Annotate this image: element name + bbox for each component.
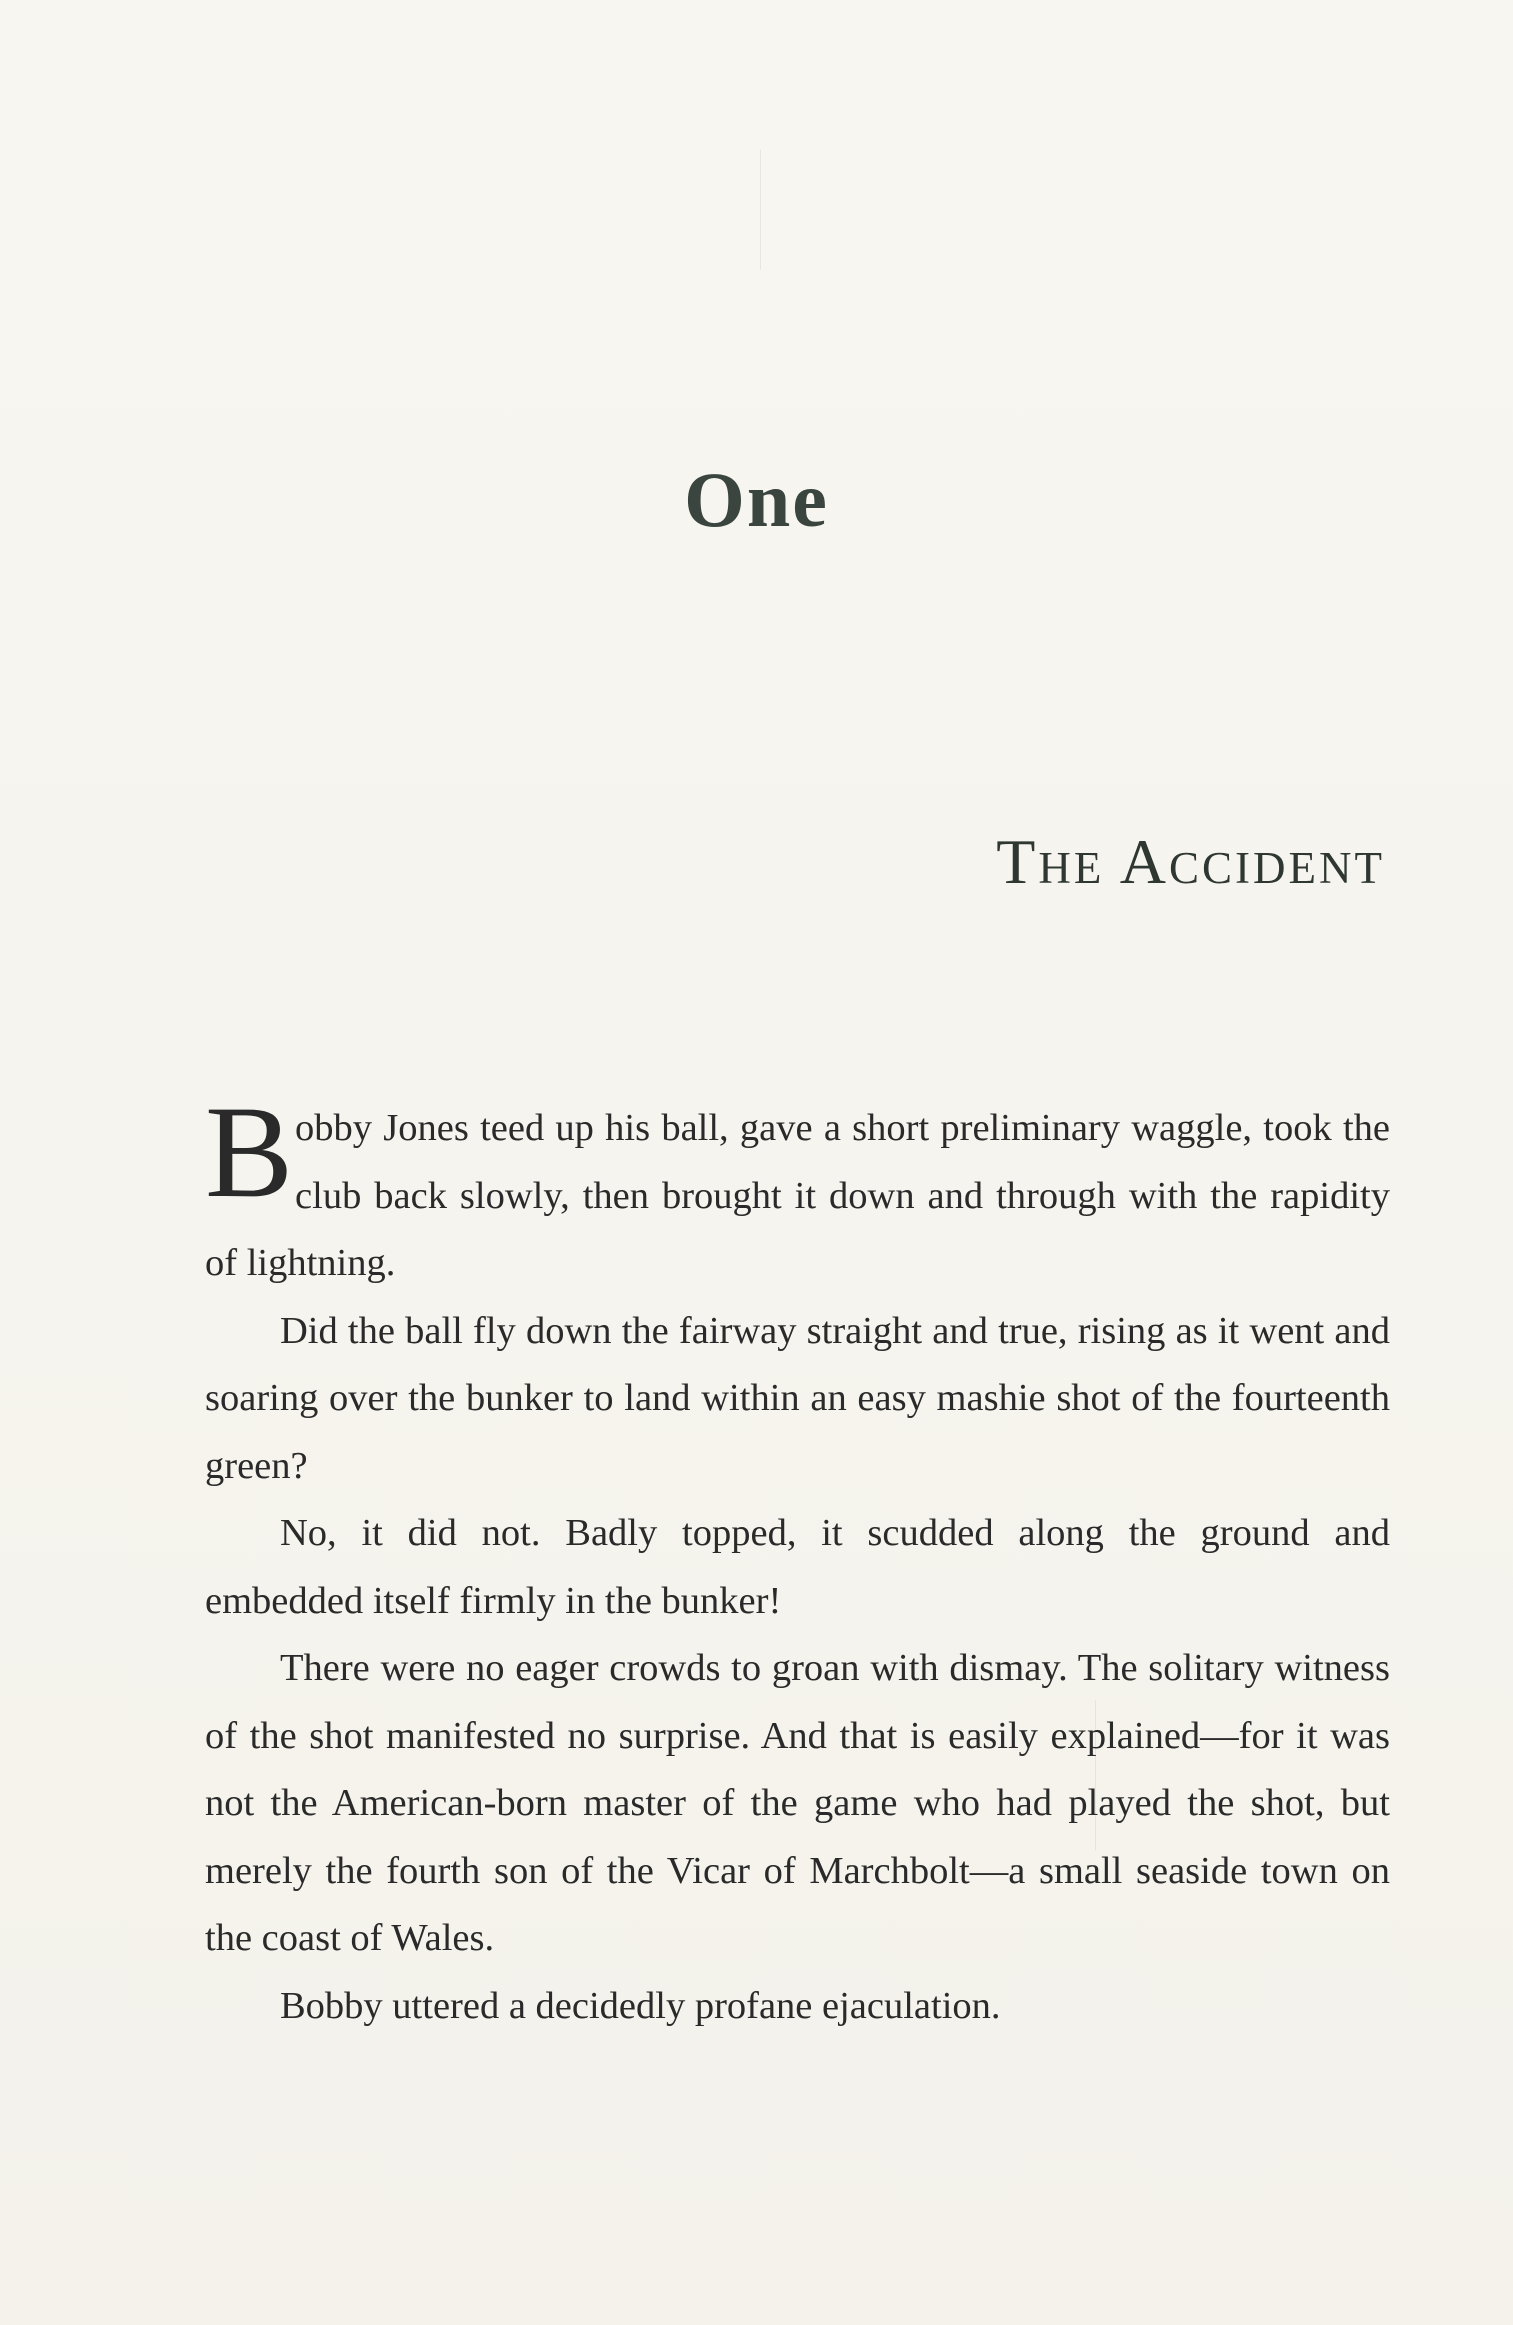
chapter-number: One: [684, 456, 829, 543]
drop-cap: B: [205, 1078, 294, 1225]
paragraph: Did the ball fly down the fairway straight and true, rising as it went and soaring over the bunker to land within an easy mashie shot of the fourteenth green?: [205, 1309, 1390, 1487]
paragraph-opening: [205, 1078, 1390, 1298]
paragraph: No, it did not. Badly topped, it scudded along the ground and embedded itself firmly in the bunker!: [205, 1512, 1390, 1622]
paragraph: Bobby uttered a decidedly profane ejaculation.: [280, 1984, 1001, 2027]
chapter-title: The Accident: [996, 826, 1385, 897]
paragraph: There were no eager crowds to groan with dismay. The solitary witness of the shot manifested no surprise. And that is easily explained—for it was not the American-born master of the game who had played the shot, but merely the fourth son of the Vicar of Marchbolt—a small seaside town on the coast of Wales.: [205, 1647, 1390, 1959]
chapter-body: [205, 1078, 1390, 2040]
scan-artifact-line: [760, 150, 761, 270]
paragraph-text: obby Jones teed up his ball, gave a short preliminary waggle, took the club back slowly, then brought it down and through with the rapidity of lightning.: [205, 1107, 1390, 1284]
